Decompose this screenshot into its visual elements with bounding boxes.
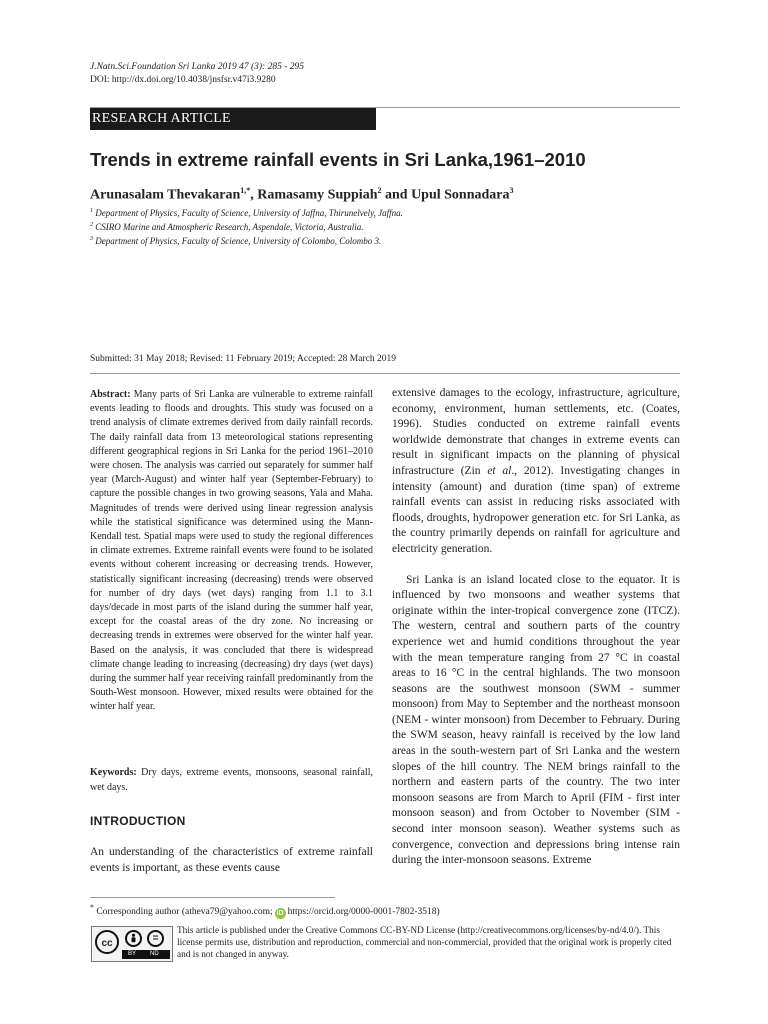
body-right-column: [392, 386, 680, 869]
by-label: BY: [128, 951, 137, 957]
author-name: Arunasalam Thevakaran: [90, 187, 241, 203]
affiliation-text: Department of Physics, Faculty of Science, University of Colombo, Colombo 3.: [95, 236, 382, 246]
affiliation-text: Department of Physics, Faculty of Science, University of Jaffna, Thirunelvely, Jaffna.: [95, 208, 403, 218]
corresponding-author-note: [90, 903, 440, 919]
affiliation: [90, 219, 403, 233]
body-text-italic: et al: [487, 464, 512, 477]
author-separator: and: [381, 187, 412, 203]
doi-link[interactable]: DOI: http://dx.doi.org/10.4038/jnsfsr.v47i3.9280: [90, 75, 276, 85]
submission-dates: Submitted: 31 May 2018; Revised: 11 February 2019; Accepted: 28 March 2019: [90, 354, 396, 364]
introduction-text: An understanding of the characteristics of extreme rainfall events is important, as these events cause: [90, 846, 373, 874]
dates-rule: [90, 373, 680, 374]
section-heading-introduction: INTRODUCTION: [90, 814, 186, 828]
keywords-label: Keywords:: [90, 767, 137, 778]
cc-by-nd-badge-icon[interactable]: [91, 926, 173, 962]
cc-icon: cc: [95, 930, 119, 954]
author-sup: 3: [509, 186, 514, 195]
article-title: Trends in extreme rainfall events in Sri Lanka,1961–2010: [90, 149, 586, 170]
orcid-link[interactable]: https://orcid.org/0000-0001-7802-3518): [287, 907, 440, 918]
abstract-text: Many parts of Sri Lanka are vulnerable to extreme rainfall events leading to floods and droughts. This study was focused on a trend analysis of climate extremes derived from daily rainfall records. The daily rainfall data from 13 meteorological stations representing different geographical regions in Sri Lanka for the period 1961–2010 were chosen. The analysis was carried out separately for summer half year (March-August) and winter half year (September-February) to capture the possible changes in two growing seasons, Yala and Maha. Magnitudes of trends were derived using linear regression analysis while the statistical significance was determined using the Mann-Kendall test. Spatial maps were used to study the regional differences in climate extremes. Extreme rainfall events were found to be isolated events without coherent increasing or decreasing trends. However, statistically significant increasing (decreasing) trends were observed for number of dry days (wet days) ranging from 1.1 to 3.1 days/decade in most parts of the island during the summer half year, except for the coastal areas of the dry zone. No increasing or decreasing trends in extremes were observed for the winter half year. Based on the analysis, it was concluded that there is widespread climate change leading to increasing (decreasing) dry days (wet days) during the summer half year receiving rainfall predominantly from the South-West monsoon. However, mixed results were obtained for the winter half year.: [90, 389, 373, 713]
body-paragraph: Sri Lanka is an island located close to the equator. It is influenced by two monsoons and weather systems that originate within the inter-tropical convergence zone (ITCZ). The western, central and southern parts of the country experience wet and humid conditions throughout the year with the mean temperature ranging from 27 °C in coastal areas to 16 °C in the central highlands. The two monsoon seasons are the southwest monsoon (SWM - summer monsoon) from May to September and the northeast monsoon (NEM - winter monsoon) from December to February. During the SWM season, heavy rainfall is received by the low land areas in the south-western part of Sri Lanka and the western slopes of the hill country. The NEM brings rainfall to the northern and eastern parts of the country. The two inter monsoon seasons are from March to April (FIM - first inter monsoon season) and from October to November (SIM - second inter monsoon season). Weather systems such as convergence, convection and depressions bring intense rain during the inter-monsoon seasons. Extreme: [392, 573, 680, 867]
abstract-label: Abstract:: [90, 389, 131, 400]
affiliation: [90, 205, 403, 219]
affiliation-list: [90, 205, 403, 247]
footnote-rule: [90, 897, 335, 898]
keywords-text: Dry days, extreme events, monsoons, seasonal rainfall, wet days.: [90, 767, 373, 793]
no-derivatives-icon: =: [147, 930, 164, 947]
author-separator: ,: [250, 187, 258, 203]
journal-header: [90, 61, 304, 87]
author-sup: 1,*: [240, 186, 251, 195]
nd-label: ND: [150, 951, 159, 957]
author-sup: 2: [377, 186, 382, 195]
body-text: ., 2012). Investigating changes in intensity (amount) and duration (time span) of extreme rainfall events can assist in reducing risks associated with floods, droughts, hydropower generation etc. for Sri Lanka, as the country primarily depends on rainfall for agriculture and electricity generation.: [392, 464, 681, 555]
affiliation-sup: 2: [90, 222, 93, 228]
article-type-banner: RESEARCH ARTICLE: [90, 108, 376, 130]
footnote-mark: *: [90, 903, 94, 912]
body-text: extensive damages to the ecology, infrastructure, agriculture, economy, environment, human settlements, etc. (Coates, 1996). Studies conducted on extreme rainfall events worldwide demonstrate that changes in extreme events can result in significant impacts on the planning of physical infrastructure (Zin: [392, 387, 680, 477]
keywords: [90, 765, 373, 795]
orcid-icon[interactable]: iD: [276, 910, 284, 918]
affiliation: [90, 233, 403, 247]
license-strip: [122, 950, 170, 959]
author-list: [90, 186, 514, 204]
license-statement: This article is published under the Creative Commons CC-BY-ND License (http://creativecommons.org/licenses/by-nd/4.0/). This license permits use, distribution and reproduction, commercial and non-commercial, provided that the original work is properly cited and is not changed in anyway.: [177, 926, 672, 961]
person-icon: [125, 930, 142, 947]
affiliation-text: CSIRO Marine and Atmospheric Research, Aspendale, Victoria, Australia.: [95, 222, 364, 232]
body-paragraph: [392, 386, 680, 558]
journal-citation: J.Natn.Sci.Foundation Sri Lanka 2019 47 (3): 285 - 295: [90, 62, 304, 72]
corresponding-email[interactable]: Corresponding author (atheva79@yahoo.com;: [93, 907, 273, 918]
author-name: Upul Sonnadara: [411, 187, 510, 203]
affiliation-sup: 3: [90, 236, 93, 242]
affiliation-sup: 1: [90, 208, 93, 214]
abstract: [90, 388, 373, 715]
author-name: Ramasamy Suppiah: [257, 187, 378, 203]
